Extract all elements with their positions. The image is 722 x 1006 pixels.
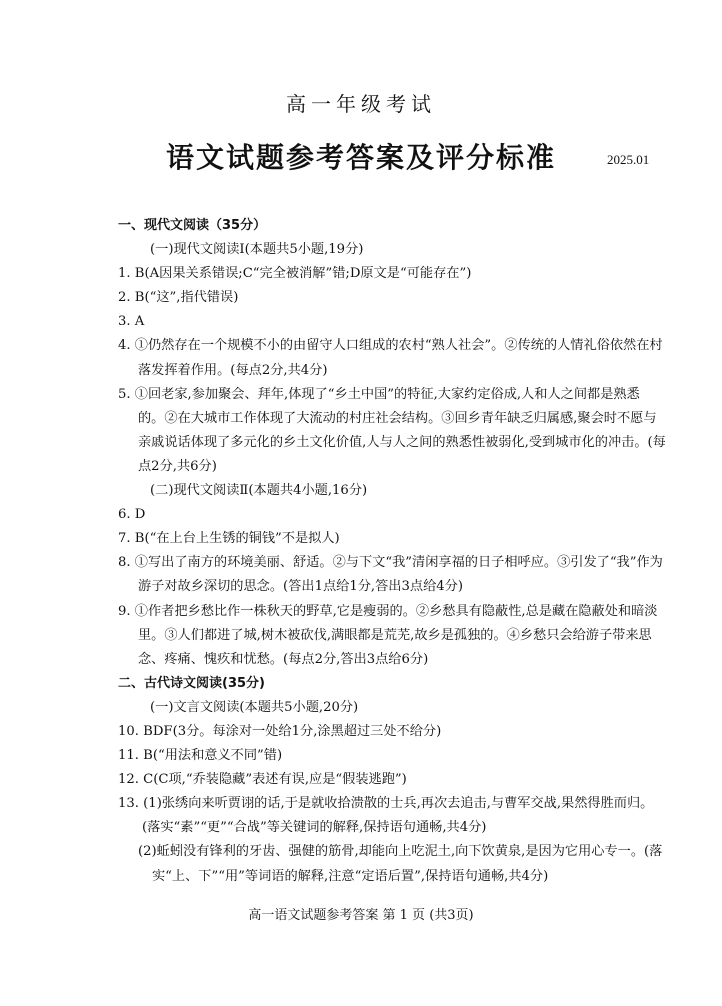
answer-q5: 5. ①回老家,参加聚会、拜年,体现了“乡土中国”的特征,大家约定俗成,人和人之间都是熟悉的。②在大城市工作体现了大流动的村庄社会结构。③回乡青年缺乏归属感,聚会时不愿与亲戚说话体现了多元化的乡土文化价值,人与人之间的熟悉性被弱化,受到城市化的冲击。(每点2分,共6分) — [118, 386, 666, 474]
answer-q3: 3. A — [118, 314, 145, 330]
answer-q1: 1. B(A因果关系错误;C“完全被消解”错;D原文是“可能存在”) — [118, 266, 472, 282]
section-heading-classical-reading: 二、古代诗文阅读(35分) — [118, 675, 265, 691]
subsection-heading-classical-prose: (一)文言文阅读(本题共5小题,20分) — [150, 699, 359, 715]
answer-q4: 4. ①仍然存在一个规模不小的由留守人口组成的农村“熟人社会”。②传统的人情礼俗依然在村落发挥着作用。(每点2分,共4分) — [118, 338, 663, 378]
answer-body — [118, 214, 666, 889]
answer-q9: 9. ①作者把乡愁比作一株秋天的野草,它是瘦弱的。②乡愁具有隐蔽性,总是藏在隐蔽处和暗淡里。③人们都进了城,树木被砍伐,满眼都是荒芜,故乡是孤独的。④乡愁只会给游子带来思念、疼痛、愧疚和忧愁。(每点2分,答出3点给6分) — [118, 603, 658, 667]
answer-q6: 6. D — [118, 507, 146, 523]
subsection-heading-modern-reading-1: (一)现代文阅读Ⅰ(本题共5小题,19分) — [150, 242, 364, 258]
answer-q2: 2. B(“这”,指代错误) — [118, 290, 239, 306]
answer-q8: 8. ①写出了南方的环境美丽、舒适。②与下文“我”清闲享福的日子相呼应。③引发了“我”作为游子对故乡深切的思念。(答出1点给1分,答出3点给4分) — [118, 555, 663, 595]
page-footer: 高一语文试题参考答案 第 1 页 (共3页) — [248, 908, 474, 923]
section-heading-modern-reading: 一、现代文阅读（35分） — [118, 218, 267, 233]
answer-q13-part2: (2)蚯蚓没有锋利的牙齿、强健的筋骨,却能向上吃泥土,向下饮黄泉,是因为它用心专一。(落实“上、下”“用”等词语的解释,注意“定语后置”,保持语句通畅,共4分) — [138, 844, 663, 884]
subsection-heading-modern-reading-2: (二)现代文阅读Ⅱ(本题共4小题,16分) — [150, 483, 368, 499]
answer-q13-part1: 13. (1)张绣向来听贾诩的话,于是就收拾溃散的士兵,再次去追击,与曹军交战,果然得胜而归。(落实“素”“更”“合战”等关键词的解释,保持语句通畅,共4分) — [118, 796, 654, 836]
page-title: 语文试题参考答案及评分标准 — [165, 141, 556, 174]
answer-q10: 10. BDF(3分。每涂对一处给1分,涂黑超过三处不给分) — [118, 723, 442, 739]
exam-name: 高一年级考试 — [286, 92, 436, 116]
exam-date: 2025.01 — [607, 152, 650, 167]
answer-q12: 12. C(C项,“乔装隐藏”表述有误,应是“假装逃跑”) — [118, 772, 407, 788]
answer-q11: 11. B(“用法和意义不同”错) — [118, 748, 283, 764]
answer-q7: 7. B(“在上台上生锈的铜钱”不是拟人) — [118, 531, 340, 547]
